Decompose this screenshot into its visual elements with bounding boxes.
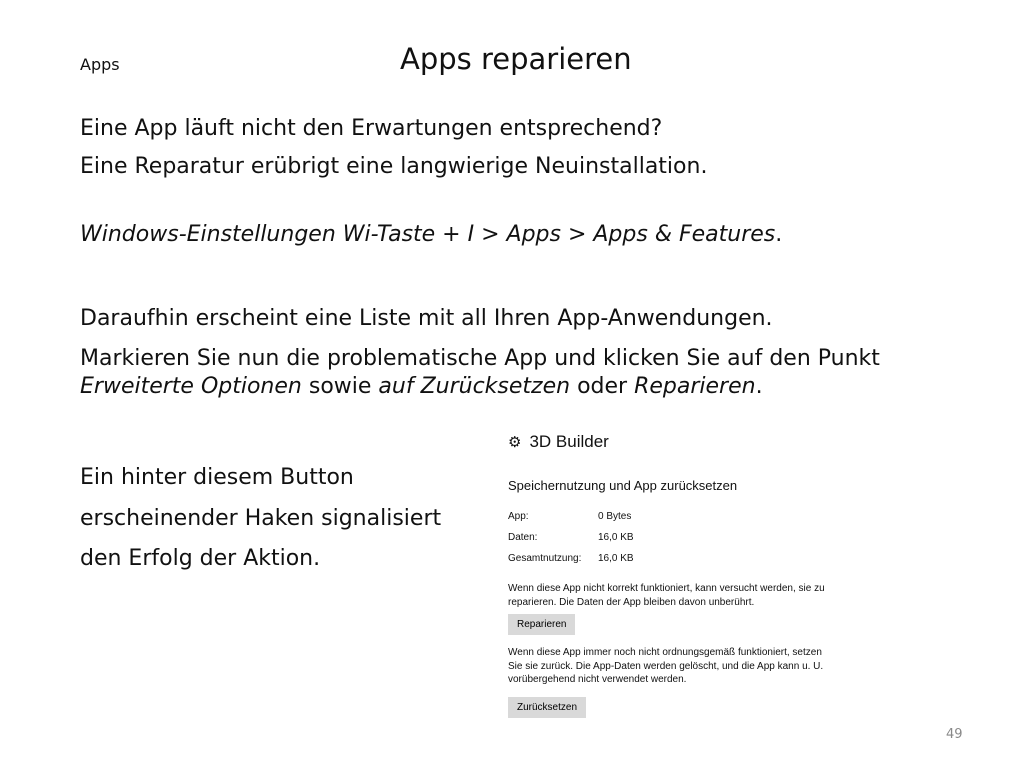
row-value: 16,0 KB	[598, 532, 634, 543]
row-value: 0 Bytes	[598, 511, 632, 522]
row-label: Daten:	[508, 532, 538, 543]
storage-heading: Speichernutzung und App zurücksetzen	[508, 478, 738, 493]
success-note-line: erscheinender Haken signalisiert	[80, 505, 442, 531]
row-label: Gesamtnutzung:	[508, 553, 582, 564]
row-value: 16,0 KB	[598, 553, 634, 564]
repair-button[interactable]: Reparieren	[508, 614, 575, 635]
settings-path-end: .	[775, 222, 783, 247]
success-note-line: den Erfolg der Aktion.	[80, 546, 321, 572]
storage-row	[508, 511, 631, 522]
instruction-em1: Erweiterte Optionen	[80, 373, 302, 399]
intro-question: Eine App läuft nicht den Erwartungen entsprechend?	[80, 116, 663, 141]
repair-description: Wenn diese App nicht korrekt funktioniert, kann versucht werden, sie zu reparieren. Die Daten der App bleiben davon unberührt.	[508, 583, 825, 608]
list-info: Daraufhin erscheint eine Liste mit all Ihren App-Anwendungen.	[80, 306, 773, 331]
gear-icon: ⚙	[508, 434, 522, 451]
storage-row	[508, 553, 634, 564]
intro-statement: Eine Reparatur erübrigt eine langwierige Neuinstallation.	[80, 154, 708, 179]
reset-description: Wenn diese App immer noch nicht ordnungsgemäß funktioniert, setzen Sie sie zurück. Die App-Daten werden gelöscht, und die App kann u. U. vorübergehend nicht verwendet werden.	[508, 647, 824, 685]
settings-path	[80, 221, 782, 249]
instruction-part4: .	[755, 373, 763, 399]
success-note	[80, 458, 500, 580]
slide-title: Apps reparieren	[400, 42, 632, 76]
instruction-em3: Reparieren	[634, 373, 756, 399]
section-label: Apps	[80, 55, 120, 74]
reset-button[interactable]: Zurücksetzen	[508, 697, 586, 718]
app-header	[508, 432, 609, 452]
instruction-paragraph	[80, 345, 980, 400]
instruction-part2: sowie	[301, 373, 379, 399]
page-number: 49	[946, 727, 963, 742]
app-name: 3D Builder	[529, 432, 609, 451]
storage-row	[508, 532, 634, 543]
instruction-part1: Markieren Sie nun die problematische App und klicken Sie auf den Punkt	[80, 346, 880, 371]
settings-path-text: Windows-Einstellungen Wi-Taste + I > Apps > Apps & Features	[80, 222, 776, 247]
row-label: App:	[508, 511, 529, 522]
instruction-em2: auf Zurücksetzen	[378, 373, 571, 399]
app-settings-screenshot	[496, 424, 836, 724]
success-note-line: Ein hinter diesem Button	[80, 465, 354, 490]
instruction-part3: oder	[570, 373, 635, 399]
